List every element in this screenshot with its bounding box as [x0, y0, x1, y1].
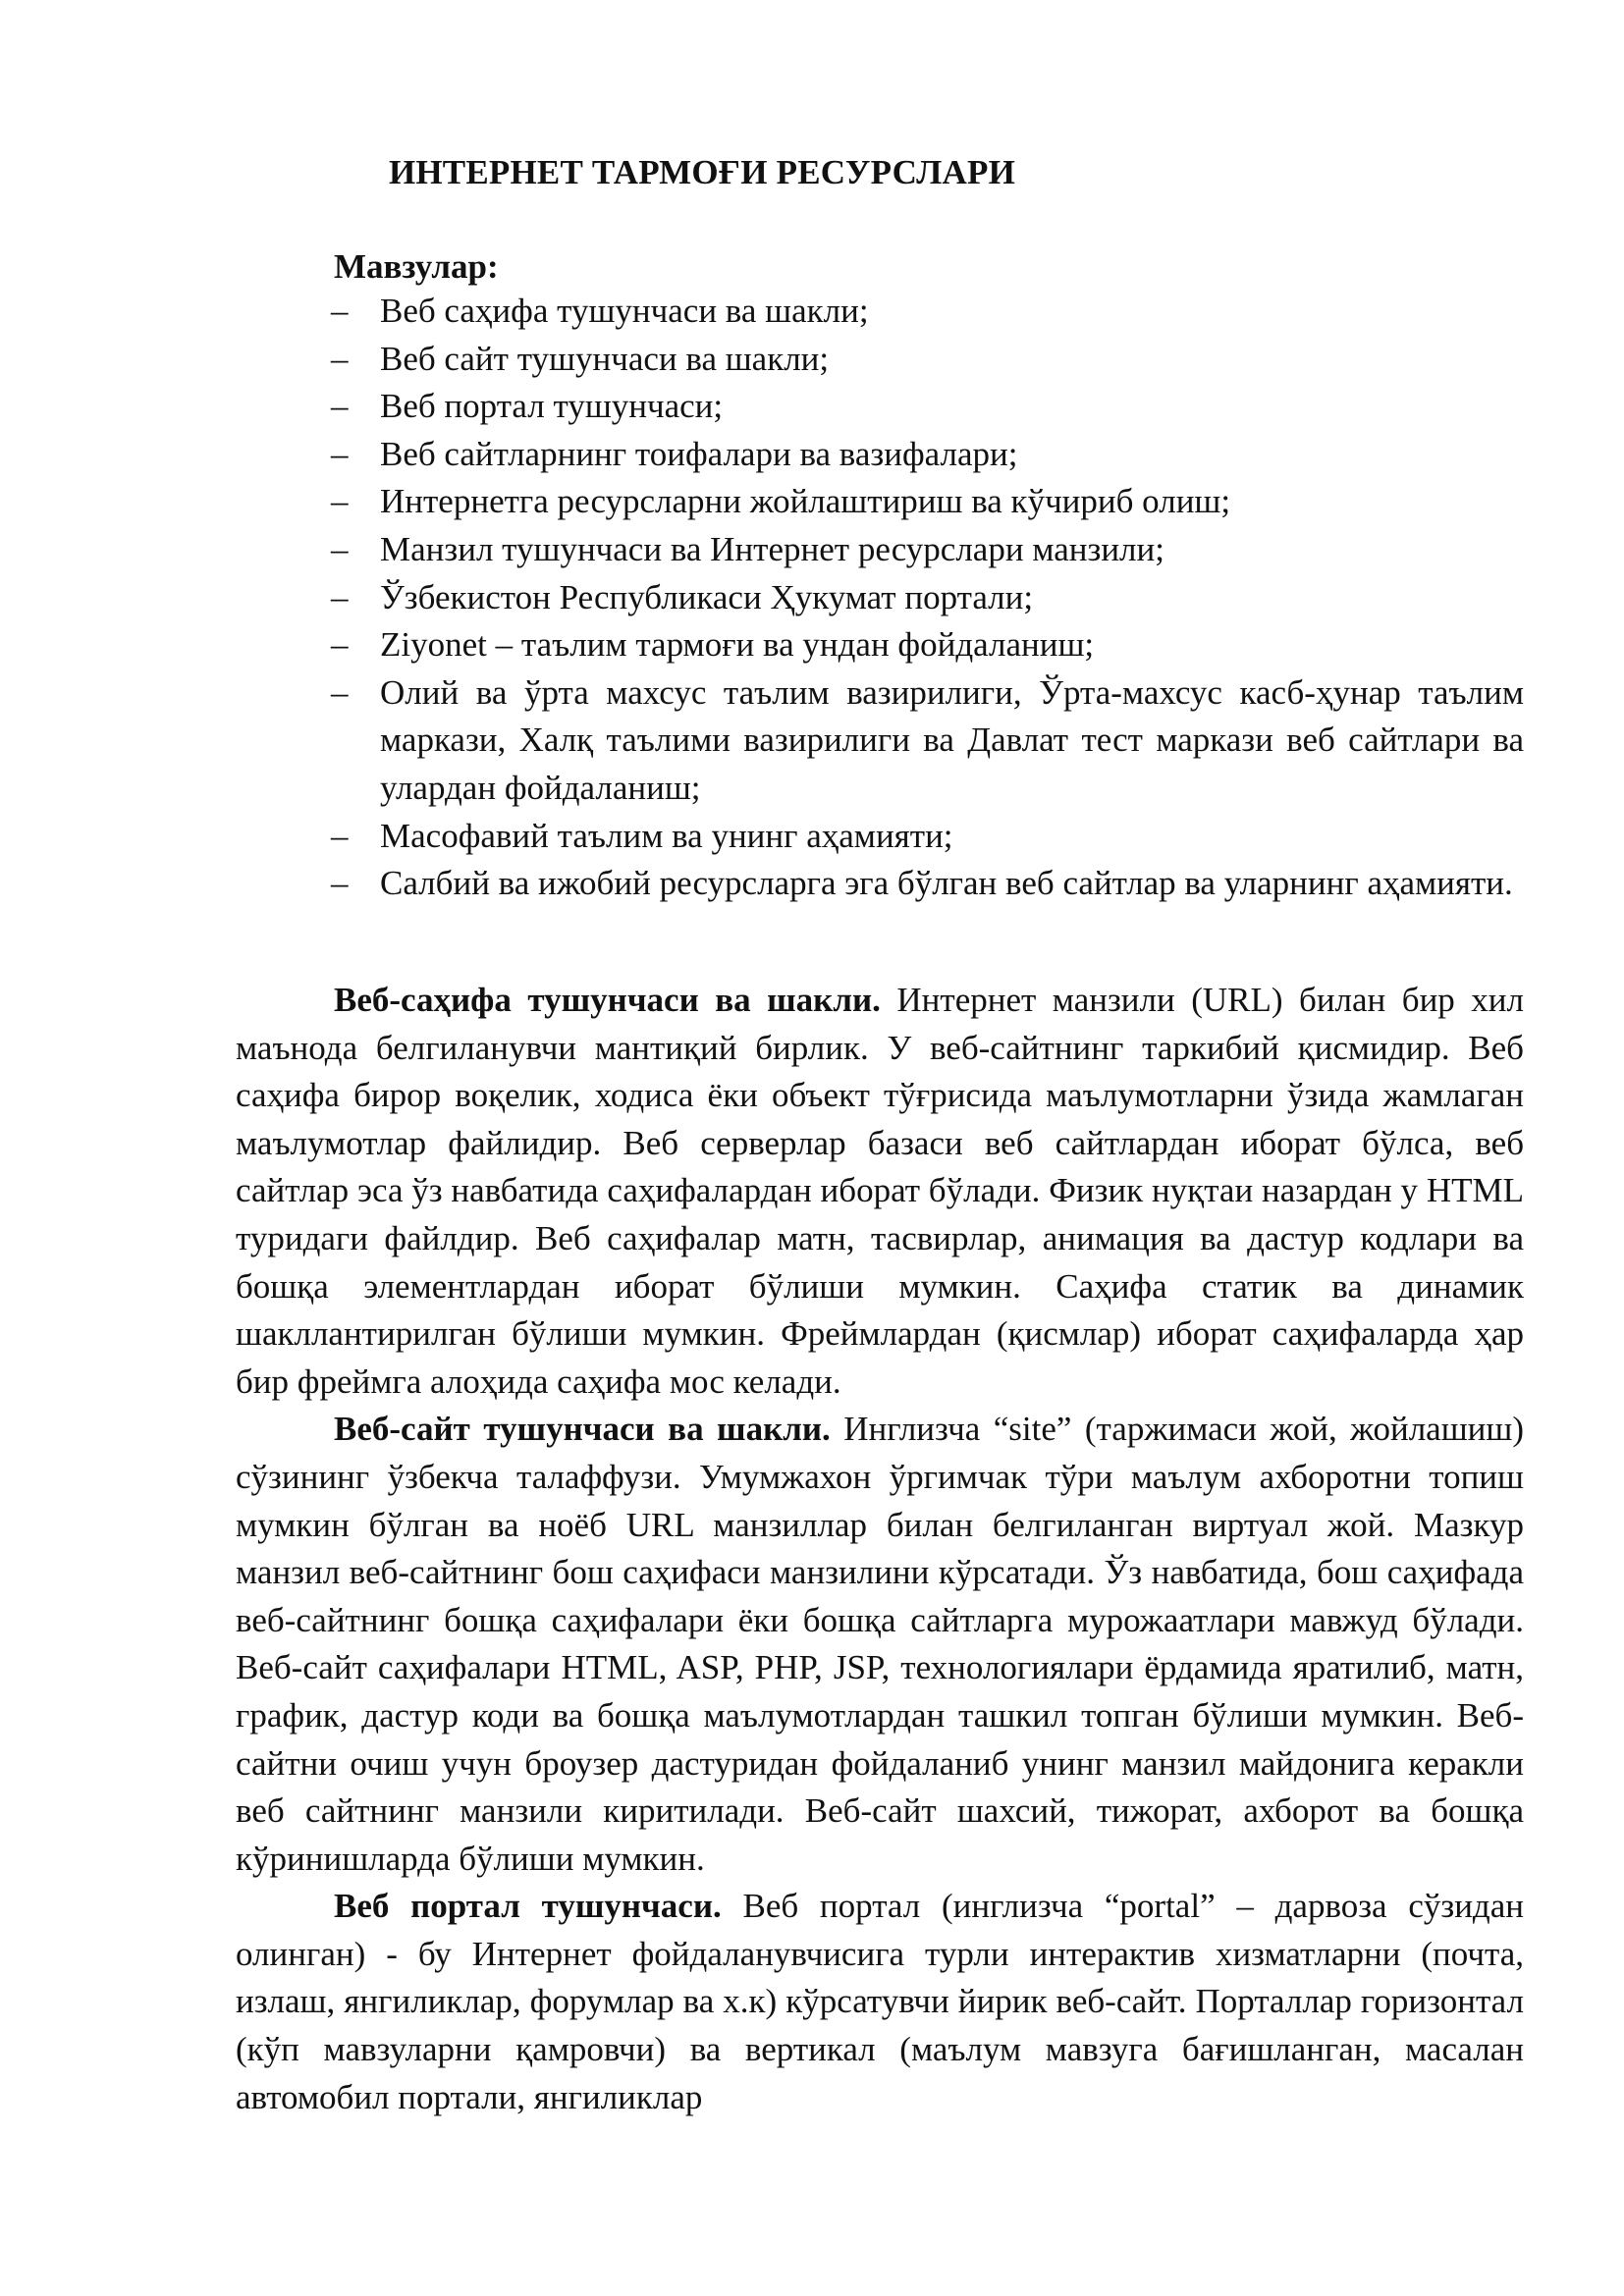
dash-bullet: –	[331, 482, 349, 521]
dash-bullet: –	[331, 529, 349, 568]
dash-bullet: –	[331, 387, 349, 426]
paragraph-web-site	[236, 1406, 1524, 1883]
dash-bullet: –	[331, 625, 349, 665]
paragraph-text: Инглизча “site” (таржимаси жой, жойлашиш) сўзининг ўзбекча талаффузи. Умумжахон ўргимчак тўри маълум ахборотни топиш мумкин бўлган ва ноёб URL манзиллар билан белгиланган виртуал жой. Мазкур манзил веб-сайтнинг бош саҳифаси манзилини кўрсатади. Ўз навбатида, бош саҳифада веб-сайтнинг бошқа саҳифалари ёки бошқа сайтларга мурожаатлари мавжуд бўлади. Веб-сайт саҳифалари HTML, ASP, PHP, JSP, технологиялари ёрдамида яратилиб, матн, график, дастур коди ва бошқа маълумотлардан ташкил топган бўлиши мумкин. Веб-сайтни очиш учун броузер дастуридан фойдаланиб унинг манзил майдонига кеpакли веб сайтнинг манзили киритилади. Веб-сайт шахсий, тижорат, ахборот ва бошқа кўринишларда бўлиши мумкин.	[236, 1410, 1524, 1878]
topics-heading: Мавзулар:	[334, 247, 499, 286]
paragraph-text: Интернет манзили (URL) билан бир хил маънода белгиланувчи мантиқий бирлик. У веб-сайтнинг таркибий қисмидир. Веб саҳифа бирор воқелик, ходиса ёки объект тўғрисида маълумотларни ўзида жамлаган маълумотлар файлидир. Веб серверлар базаси веб сайтлардан иборат бўлса, веб сайтлар эса ўз навбатида саҳифалардан иборат бўлади. Физик нуқтаи назардан у HTML туридаги файлдир. Веб саҳифалар матн, тасвирлар, анимация ва дастур кодлари ва бошқа элементлардан иборат бўлиши мумкин. Саҳифа статик ва динамик шакллантирилган бўлиши мумкин. Фреймлардан (қисмлар) иборат саҳифаларда ҳар бир фреймга алоҳида саҳифа мос келади.	[236, 981, 1524, 1401]
paragraph-web-page	[236, 977, 1524, 1406]
paragraph-heading: Веб-саҳифа тушунчаси ва шакли.	[334, 981, 881, 1019]
list-item	[331, 860, 1524, 908]
topic-text: Манзил тушунчаси ва Интернет ресурслари манзили;	[380, 529, 1164, 568]
topic-text: Салбий ва ижобий ресурсларга эга бўлган веб сайтлар ва уларнинг аҳамияти.	[380, 864, 1513, 903]
list-item	[331, 431, 1524, 479]
dash-bullet: –	[331, 292, 349, 330]
topic-text: Ўзбекистон Республикаси Ҳукумат портали;	[380, 577, 1034, 616]
list-item	[331, 336, 1524, 384]
list-item	[331, 383, 1524, 431]
topic-text: Веб портал тушунчаси;	[380, 387, 724, 426]
list-item	[331, 813, 1524, 861]
paragraph-text: Веб портал (инглизча “portal” – дарвоза сўзидан олинган) - бу Интернет фойдаланувчисига турли интерактив хизматларни (почта, излаш, янгиликлар, форумлар ва х.к) кўрсатувчи йирик веб-сайт. Порталлар горизонтал (кўп мавзуларни қамровчи) ва вертикал (маълум мавзуга бағишланган, масалан автомобил портали, янгиликлар	[236, 1887, 1524, 2116]
list-item	[331, 669, 1524, 813]
list-item	[331, 574, 1524, 622]
list-item	[331, 526, 1524, 574]
dash-bullet: –	[331, 816, 349, 855]
topic-text: Масофавий таълим ва унинг аҳамияти;	[380, 816, 953, 855]
topics-list	[331, 288, 1524, 908]
dash-bullet: –	[331, 577, 349, 616]
dash-bullet: –	[331, 339, 349, 378]
topic-text: Олий ва ўрта махсус таълим вазирилиги, Ўрта-махсус касб-ҳунар таълим маркази, Халқ таълими вазирилиги ва Давлат тест маркази веб сайтлари ва улардан фойдаланиш;	[380, 672, 1524, 807]
page-title: ИНТЕРНЕТ ТАРМОҒИ РЕСУРСЛАРИ	[388, 153, 1016, 191]
topic-text: Веб сайтларнинг тоифалари ва вазифалари;	[380, 434, 1018, 473]
topic-text: Интернетга ресурсларни жойлаштириш ва кўчириб олиш;	[380, 482, 1231, 521]
topic-text: Веб сайт тушунчаси ва шакли;	[380, 339, 830, 378]
topic-text: Ziyonet – таълим тармоғи ва ундан фойдаланиш;	[380, 625, 1095, 665]
list-item	[331, 621, 1524, 669]
dash-bullet: –	[331, 864, 349, 903]
paragraph-heading: Веб-сайт тушунчаси ва шакли.	[334, 1410, 831, 1449]
dash-bullet: –	[331, 434, 349, 473]
body-text	[236, 977, 1524, 2121]
paragraph-heading: Веб портал тушунчаси.	[334, 1887, 722, 1926]
list-item	[331, 478, 1524, 526]
paragraph-web-portal	[236, 1883, 1524, 2121]
list-item	[331, 288, 1524, 336]
topic-text: Веб саҳифа тушунчаси ва шакли;	[380, 292, 869, 330]
dash-bullet: –	[331, 672, 349, 712]
